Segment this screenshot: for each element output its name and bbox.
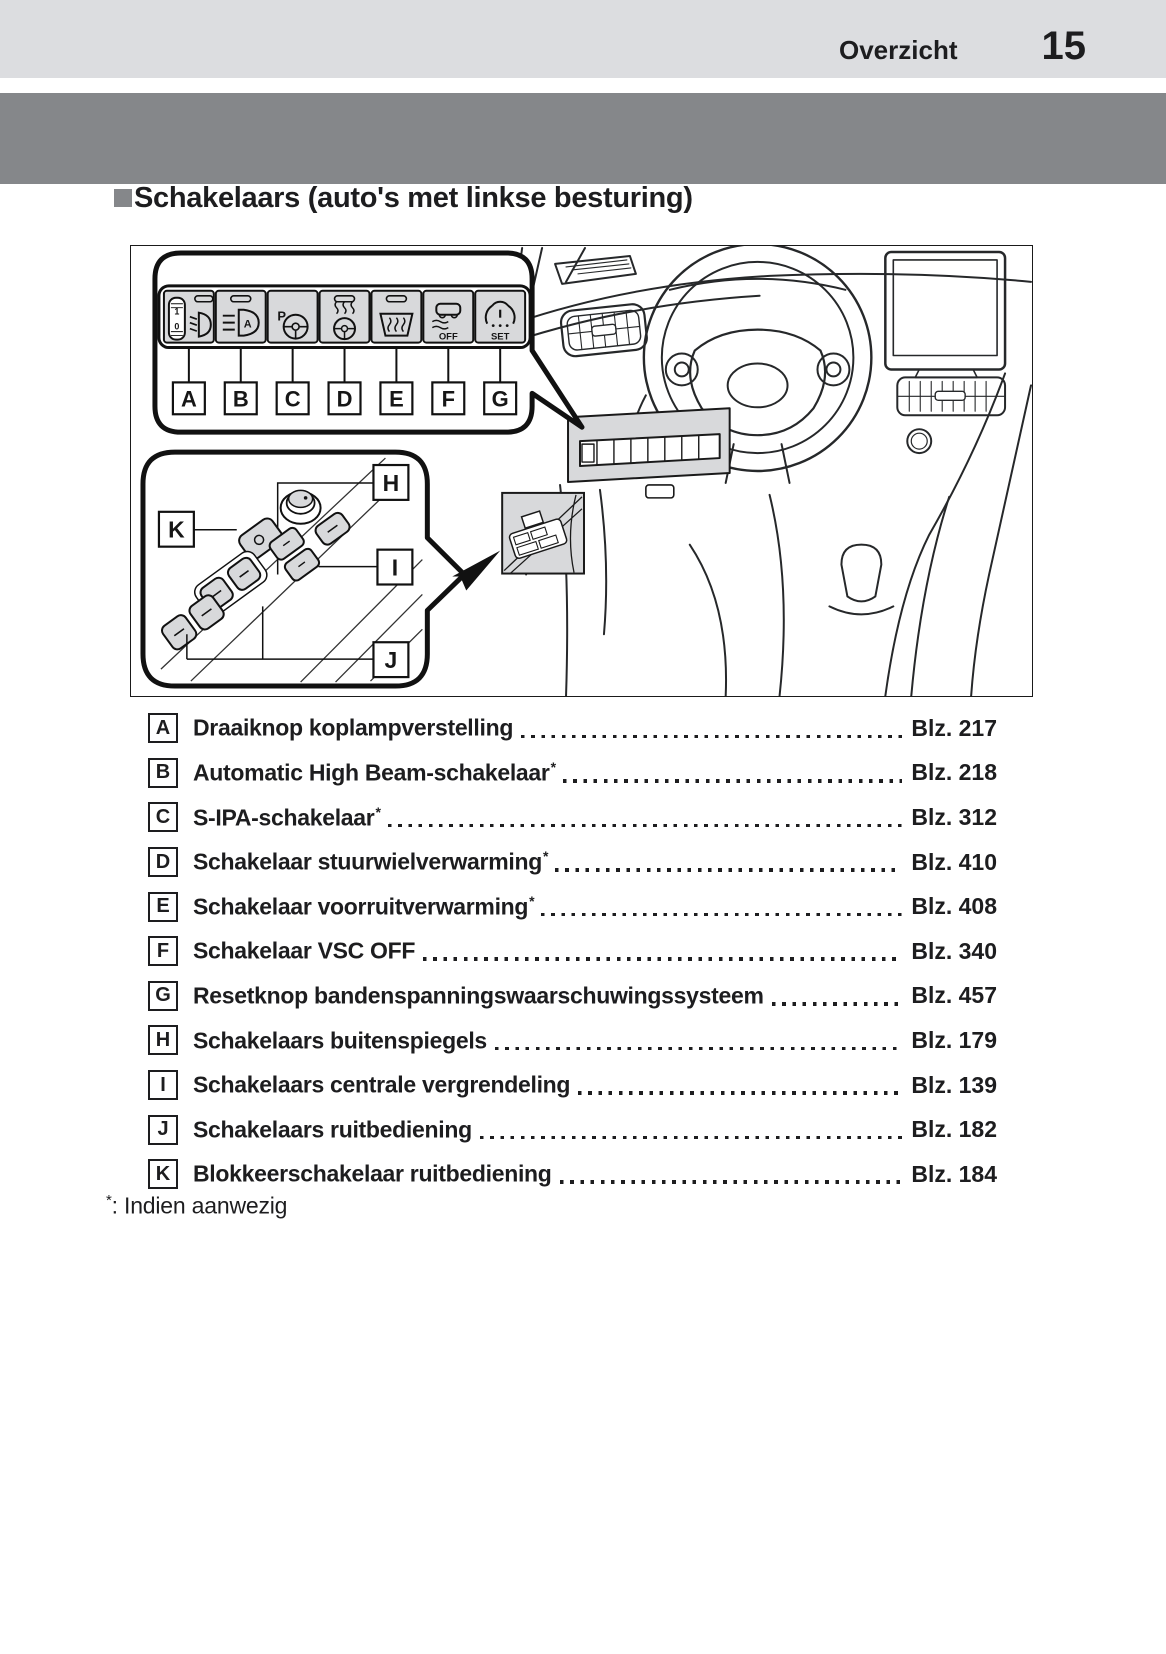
index-note: *	[550, 759, 556, 776]
index-page-ref: Blz. 457	[911, 982, 997, 1009]
index-label	[193, 1027, 488, 1055]
door-label-j: J	[384, 647, 398, 674]
door-label-i: I	[391, 554, 399, 581]
panel-label-a: A	[180, 386, 197, 412]
dot-leader	[541, 913, 902, 917]
index-page-ref: Blz. 179	[911, 1026, 997, 1053]
s-ipa-button	[268, 291, 318, 343]
index-label	[193, 982, 765, 1010]
index-note: *	[529, 892, 535, 909]
footnote-text: : Indien aanwezig	[111, 1192, 288, 1219]
svg-text:A: A	[243, 318, 252, 331]
mirror-adjust-knob-icon	[281, 490, 321, 523]
svg-text:1: 1	[174, 306, 180, 317]
index-key: E	[148, 892, 178, 922]
index-page-ref: Blz. 410	[911, 848, 997, 875]
index-row	[148, 1063, 997, 1108]
index-label-text: Automatic High Beam-schakelaar	[193, 759, 550, 786]
panel-label-c: C	[284, 386, 301, 412]
panel-label-b: B	[232, 386, 249, 412]
index-label	[193, 1071, 571, 1099]
page-title-text: Schakelaars (auto's met linkse besturing)	[134, 182, 693, 214]
index-row	[148, 929, 997, 974]
index-key: B	[148, 758, 178, 788]
footnote-marker: *	[106, 1192, 112, 1209]
index-label	[193, 893, 534, 921]
index-page-ref: Blz. 218	[911, 759, 997, 786]
index-key: A	[148, 713, 178, 743]
chapter-band	[0, 93, 1166, 184]
dot-leader	[772, 1002, 903, 1006]
switch-index	[148, 706, 997, 1197]
index-page-ref: Blz. 312	[911, 803, 997, 830]
index-label-text: S-IPA-schakelaar	[193, 804, 375, 831]
index-label-text: Schakelaar VSC OFF	[193, 938, 416, 965]
index-row	[148, 1107, 997, 1152]
index-note: *	[542, 848, 549, 865]
index-note: *	[375, 803, 381, 820]
index-label-text: Schakelaar voorruitverwarming	[193, 893, 529, 920]
index-page-ref: Blz. 139	[911, 1071, 997, 1098]
index-label	[193, 804, 381, 832]
dot-leader	[521, 735, 902, 739]
index-label-text: Blokkeerschakelaar ruitbediening	[193, 1161, 552, 1188]
index-row	[148, 840, 997, 885]
index-row	[148, 884, 997, 929]
footnote	[106, 1192, 287, 1220]
door-label-k: K	[168, 516, 185, 543]
index-page-ref: Blz. 217	[911, 714, 997, 741]
switch-panel-callout	[155, 253, 582, 432]
index-label-text: Schakelaars centrale vergrendeling	[193, 1071, 571, 1098]
dot-leader	[388, 824, 903, 828]
index-key: I	[148, 1070, 178, 1100]
panel-label-f: F	[441, 386, 455, 412]
dot-leader	[560, 1180, 903, 1184]
index-page-ref: Blz. 340	[911, 937, 997, 964]
panel-label-g: G	[491, 386, 509, 412]
index-label	[193, 1160, 553, 1188]
index-key: C	[148, 802, 178, 832]
index-label-text: Schakelaars ruitbediening	[193, 1116, 472, 1143]
index-label	[193, 848, 548, 876]
index-key: G	[148, 981, 178, 1011]
dot-leader	[563, 779, 903, 783]
dot-leader	[555, 868, 902, 872]
index-row	[148, 974, 997, 1019]
index-row	[148, 795, 997, 840]
svg-text:OFF: OFF	[438, 331, 458, 343]
index-label-text: Schakelaar stuurwielverwarming	[193, 848, 542, 875]
index-page-ref: Blz. 182	[911, 1116, 997, 1143]
index-page-ref: Blz. 184	[911, 1160, 997, 1187]
index-label-text: Resetknop bandenspanningswaarschuwingssysteem	[193, 982, 764, 1009]
door-panel-callout	[143, 452, 500, 686]
index-label	[193, 1116, 473, 1144]
switch-strip-highlight	[568, 408, 730, 498]
index-key: F	[148, 936, 178, 966]
index-page-ref: Blz. 408	[911, 893, 997, 920]
square-bullet-icon	[114, 189, 132, 207]
index-label	[193, 714, 514, 742]
page-title	[114, 182, 693, 215]
armrest-inset	[502, 493, 584, 574]
svg-text:P: P	[277, 308, 286, 324]
dot-leader	[423, 957, 902, 961]
svg-text:0: 0	[174, 321, 180, 332]
index-label-text: Draaiknop koplampverstelling	[193, 715, 514, 742]
dot-leader	[495, 1047, 902, 1051]
page-number: 15	[1041, 24, 1086, 68]
index-key: H	[148, 1025, 178, 1055]
index-label	[193, 759, 556, 787]
page-header	[0, 0, 1166, 78]
dot-leader	[578, 1091, 902, 1095]
dashboard-figure	[130, 245, 1033, 697]
index-row	[148, 1018, 997, 1063]
index-key: K	[148, 1159, 178, 1189]
section-title: Overzicht	[839, 35, 958, 65]
index-label-text: Schakelaars buitenspiegels	[193, 1027, 487, 1054]
index-label	[193, 937, 416, 965]
index-row	[148, 751, 997, 796]
dot-leader	[480, 1136, 903, 1140]
svg-text:SET: SET	[490, 331, 510, 343]
door-label-h: H	[382, 469, 400, 496]
panel-label-d: D	[336, 386, 353, 412]
index-key: D	[148, 847, 178, 877]
panel-label-e: E	[389, 386, 404, 412]
index-key: J	[148, 1115, 178, 1145]
index-row	[148, 1152, 997, 1197]
index-row	[148, 706, 997, 751]
